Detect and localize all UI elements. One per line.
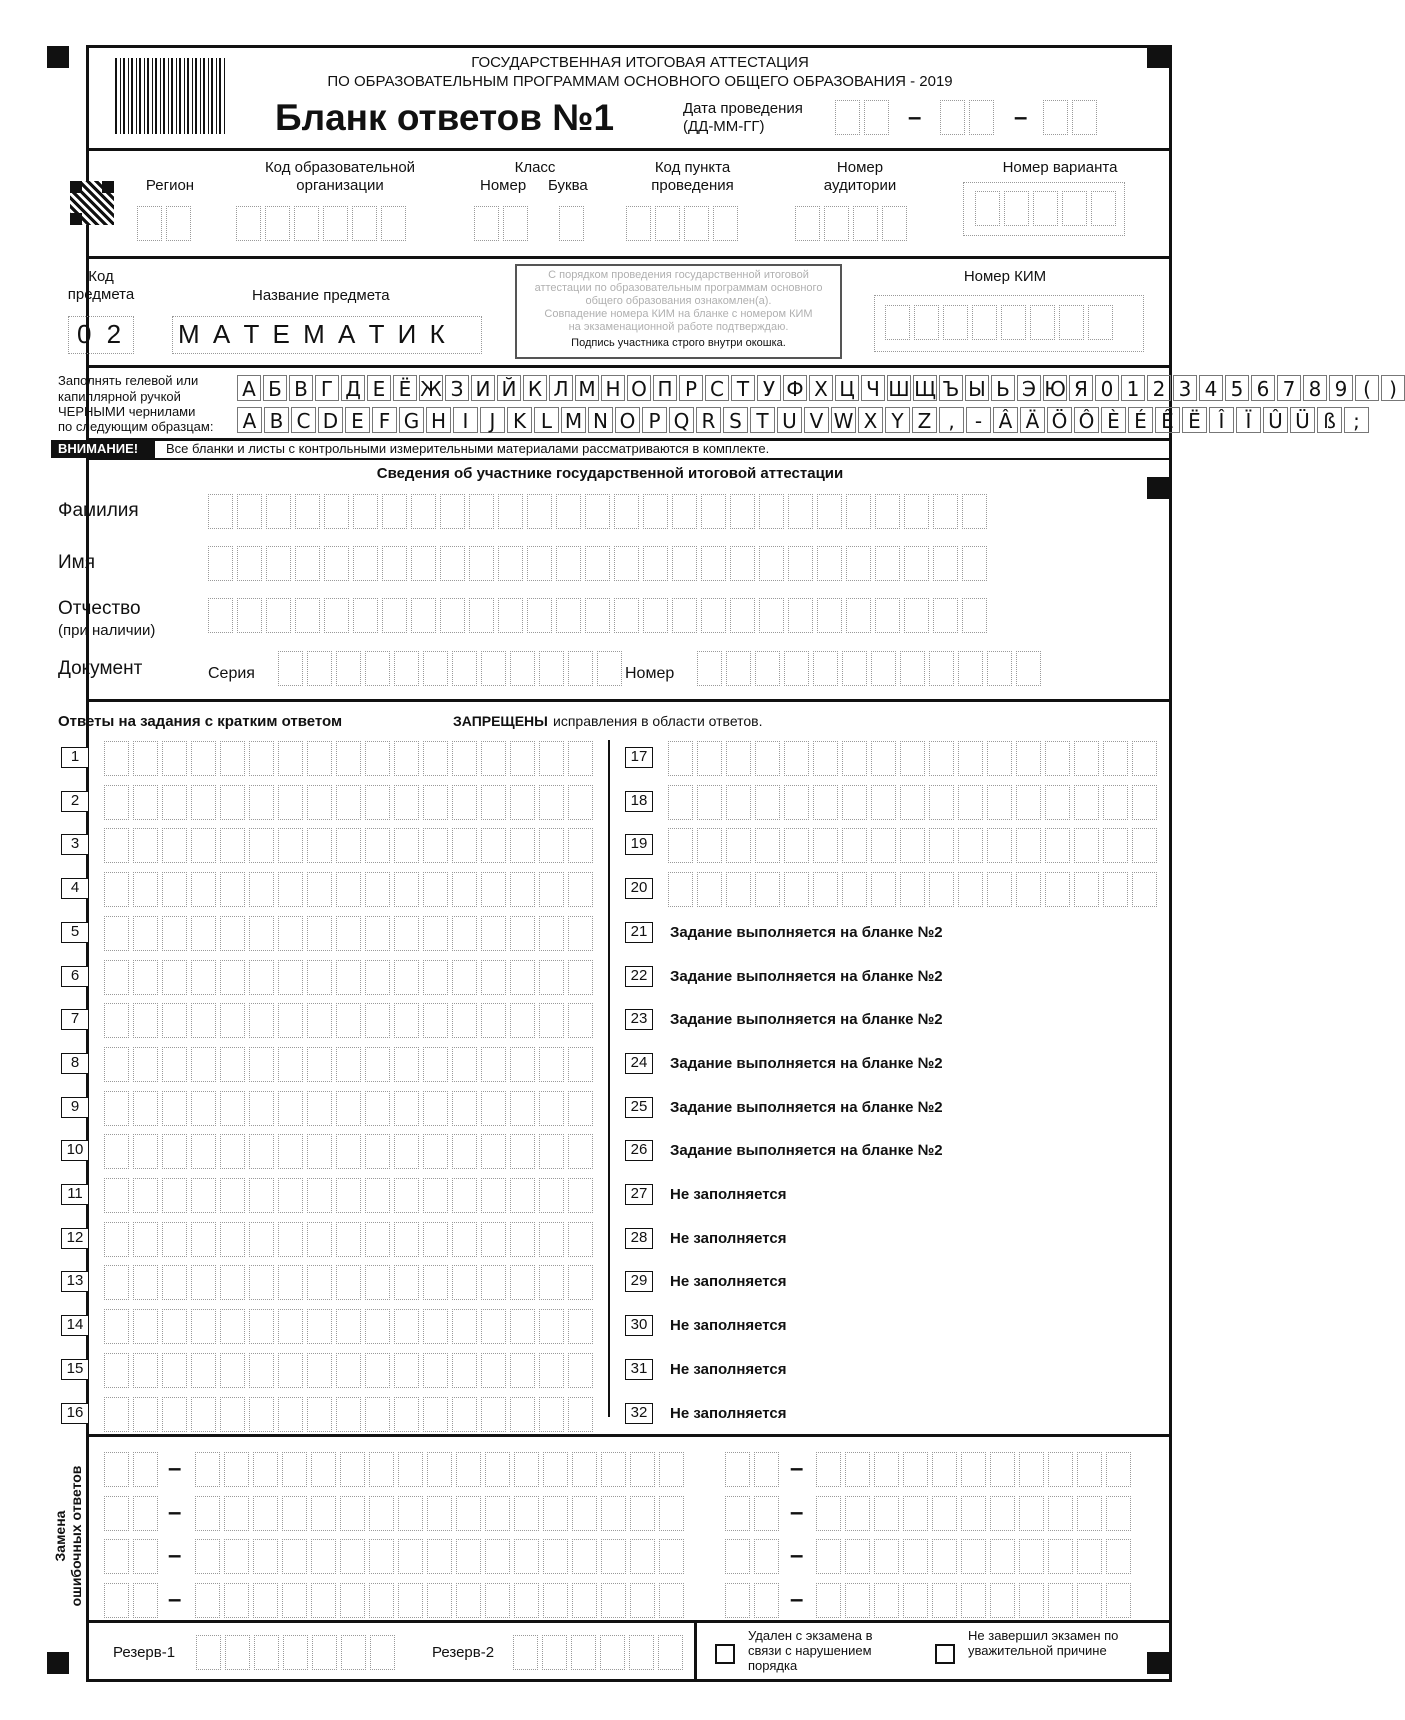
reserve-2-field[interactable] (513, 1635, 687, 1670)
answer-field[interactable] (104, 960, 597, 995)
sample-glyph-cyr: Ш (888, 377, 910, 401)
sample-glyph-lat: Û (1263, 407, 1288, 433)
answer-field[interactable] (104, 1134, 597, 1169)
replacement-answer-field[interactable] (195, 1452, 688, 1487)
sample-glyph-lat: P (642, 407, 667, 433)
class-letter-field[interactable] (559, 206, 588, 241)
answer-field[interactable] (104, 916, 597, 951)
sample-glyph-lat: Ê (1155, 407, 1180, 433)
sample-glyph-cyr: 7 (1277, 375, 1301, 401)
class-label: Класс (514, 159, 556, 176)
patronymic-field[interactable] (208, 598, 991, 633)
answer-number: 11 (61, 1184, 89, 1205)
replacement-task-number-field[interactable] (104, 1583, 162, 1618)
sample-glyph-lat: I (453, 407, 478, 433)
participant-section-title: Сведения об участнике государственной итоговой аттестации (376, 465, 844, 482)
sample-glyph-cyr: Ъ (939, 375, 963, 401)
sample-glyph-lat: Q (669, 407, 694, 433)
removed-label: Удален с экзамена в связи с нарушением порядка (748, 1628, 873, 1673)
answer-number: 19 (625, 834, 653, 855)
samples-instruction-1: Заполнять гелевой или (58, 373, 199, 388)
answers-title: Ответы на задания с кратким ответом (58, 713, 343, 730)
reserve-1-label: Резерв-1 (113, 1644, 176, 1661)
reserve-2-label: Резерв-2 (432, 1644, 495, 1661)
replacement-dash: – (790, 1585, 804, 1613)
sample-glyph-lat: D (318, 407, 343, 433)
sample-glyph-cyr: 9 (1329, 375, 1353, 401)
sample-glyph-cyr: С (705, 375, 729, 401)
not-finished-label: Не завершил экзамен по уважительной причине (968, 1628, 1119, 1658)
answer-number: 18 (625, 791, 653, 812)
date-label: Дата проведения (683, 100, 803, 117)
sample-glyph-lat: Ü (1290, 407, 1315, 433)
sample-glyph-lat: Ï (1236, 407, 1261, 433)
answer-field[interactable] (104, 828, 597, 863)
replacement-answer-field[interactable] (816, 1452, 1135, 1487)
task-note: Не заполняется (670, 1405, 787, 1422)
date-month-field[interactable] (940, 100, 998, 135)
replacement-dash: – (168, 1498, 182, 1526)
sample-glyph-lat: ß (1317, 407, 1342, 433)
answer-field[interactable] (104, 1397, 597, 1432)
consent-box (515, 264, 842, 359)
sample-glyph-lat: W (831, 407, 856, 433)
sample-glyph-cyr: Ё (393, 375, 417, 401)
task-note: Задание выполняется на бланке №2 (670, 968, 943, 985)
replacement-task-number-field[interactable] (104, 1496, 162, 1531)
series-field[interactable] (278, 651, 626, 686)
answer-number: 23 (625, 1009, 653, 1030)
answer-field[interactable] (104, 1353, 597, 1388)
sample-glyph-cyr: 5 (1225, 375, 1249, 401)
samples-instruction-4: по следующим образцам: (58, 419, 214, 434)
region-field[interactable] (137, 206, 195, 241)
sample-glyph-cyr: Я (1069, 375, 1093, 401)
page-title: Бланк ответов №1 (275, 97, 615, 138)
task-note: Не заполняется (670, 1273, 787, 1290)
task-note: Не заполняется (670, 1230, 787, 1247)
subject-name-label: Название предмета (252, 287, 390, 304)
consent-line-5: на экзаменационной работе подтверждаю. (568, 321, 789, 333)
answer-field[interactable] (668, 828, 1161, 863)
answer-field[interactable] (104, 785, 597, 820)
task-note: Задание выполняется на бланке №2 (670, 1142, 943, 1159)
sample-glyph-cyr: У (757, 375, 781, 401)
answer-field[interactable] (104, 1047, 597, 1082)
replacement-answer-field[interactable] (195, 1539, 688, 1574)
sample-glyph-lat: - (966, 407, 991, 433)
replacement-task-number-field[interactable] (104, 1452, 162, 1487)
answer-number: 28 (625, 1228, 653, 1249)
answer-number: 30 (625, 1315, 653, 1336)
answer-field[interactable] (104, 1003, 597, 1038)
point-code-label: Код пункта проведения (651, 159, 734, 194)
sample-glyph-lat: Â (993, 407, 1018, 433)
sample-glyph-lat: N (588, 407, 613, 433)
replacement-task-number-field[interactable] (104, 1539, 162, 1574)
answer-number: 20 (625, 878, 653, 899)
sample-glyph-cyr: ) (1381, 375, 1405, 401)
sample-glyph-cyr: Р (679, 375, 703, 401)
task-note: Задание выполняется на бланке №2 (670, 924, 943, 941)
patronymic-note: (при наличии) (58, 622, 156, 639)
sample-glyph-lat: J (480, 407, 505, 433)
answer-field[interactable] (104, 741, 597, 776)
answer-number: 16 (61, 1403, 89, 1424)
task-note: Не заполняется (670, 1186, 787, 1203)
org-code-label: Код образовательной организации (264, 159, 416, 194)
sample-glyph-lat: , (939, 407, 964, 433)
point-code-field[interactable] (626, 206, 742, 241)
sample-glyphs-row-1 (237, 375, 1405, 401)
sample-glyph-cyr: Ц (835, 375, 859, 401)
sample-glyph-cyr: И (471, 375, 495, 401)
class-number-label: Номер (480, 177, 527, 194)
replacement-task-number-field[interactable] (725, 1539, 783, 1574)
sample-glyph-cyr: Щ (914, 377, 936, 401)
sample-glyph-cyr: Ф (783, 375, 807, 401)
sample-glyph-cyr: П (653, 375, 677, 401)
sample-glyph-lat: F (372, 407, 397, 433)
sample-glyph-lat: S (723, 407, 748, 433)
sample-glyph-cyr: 6 (1251, 375, 1275, 401)
sample-glyph-cyr: З (445, 375, 469, 401)
answer-number: 17 (625, 747, 653, 768)
replacement-task-number-field[interactable] (725, 1496, 783, 1531)
answer-number: 31 (625, 1359, 653, 1380)
sample-glyph-lat: T (750, 407, 775, 433)
sample-glyph-lat: A (237, 407, 262, 433)
sample-glyph-lat: É (1128, 407, 1153, 433)
answer-field[interactable] (104, 1091, 597, 1126)
sample-glyph-cyr: Х (809, 375, 833, 401)
sample-glyph-cyr: Ь (991, 375, 1015, 401)
sample-glyph-cyr: М (575, 375, 599, 401)
sample-glyph-lat: H (426, 407, 451, 433)
sample-glyph-lat: M (561, 407, 586, 433)
reserve-1-field[interactable] (196, 1635, 399, 1670)
answer-number: 5 (61, 922, 89, 943)
date-day-field[interactable] (835, 100, 893, 135)
sample-glyph-cyr: Ы (965, 375, 989, 401)
sample-glyph-cyr: В (289, 375, 313, 401)
replacement-answer-field[interactable] (195, 1496, 688, 1531)
answer-number: 24 (625, 1053, 653, 1074)
removed-checkbox[interactable] (715, 1644, 735, 1664)
answer-number: 7 (61, 1009, 89, 1030)
replacement-dash: – (790, 1542, 804, 1569)
answer-field[interactable] (104, 872, 597, 907)
answer-number: 4 (61, 878, 89, 899)
task-note: Не заполняется (670, 1361, 787, 1378)
sample-glyph-lat: E (345, 407, 370, 433)
barcode (115, 58, 225, 134)
subject-name-value: М А Т Е М А Т И К (178, 319, 448, 349)
date-format: (ДД-ММ-ГГ) (683, 118, 765, 135)
sample-glyph-lat: U (777, 407, 802, 433)
sample-glyph-cyr: Т (731, 375, 755, 401)
replacement-task-number-field[interactable] (725, 1452, 783, 1487)
auditorium-label: Номер аудитории (823, 159, 897, 194)
answer-number: 3 (61, 834, 89, 855)
replacement-dash: – (168, 1455, 182, 1482)
task-note: Задание выполняется на бланке №2 (670, 1055, 943, 1072)
sample-glyph-lat: Ë (1182, 407, 1207, 433)
replacement-answer-field[interactable] (195, 1583, 688, 1618)
answer-number: 6 (61, 966, 89, 987)
sample-glyph-cyr: Д (341, 375, 365, 401)
sample-glyph-cyr: Э (1017, 375, 1041, 401)
sample-glyph-lat: G (399, 407, 424, 433)
sample-glyphs-row-2 (237, 407, 1369, 433)
sample-glyph-cyr: Л (549, 375, 573, 401)
answer-number: 26 (625, 1140, 653, 1161)
variant-label: Номер варианта (1002, 159, 1118, 176)
header-line-1: ГОСУДАРСТВЕННАЯ ИТОГОВАЯ АТТЕСТАЦИЯ (471, 54, 809, 71)
answer-number: 8 (61, 1053, 89, 1074)
consent-line-3: общего образования ознакомлен(а). (585, 295, 772, 307)
replacement-dash: – (168, 1585, 182, 1613)
replacement-title-line-2: ошибочных ответов (68, 1465, 84, 1607)
header-line-2: ПО ОБРАЗОВАТЕЛЬНЫМ ПРОГРАММАМ ОСНОВНОГО ОБЩЕГО ОБРАЗОВАНИЯ - 2019 (327, 73, 953, 90)
sample-glyph-lat: O (615, 407, 640, 433)
date-separator-1: – (908, 104, 922, 131)
sample-glyph-lat: L (534, 407, 559, 433)
not-finished-checkbox[interactable] (935, 1644, 955, 1664)
qr-code-icon (70, 181, 114, 225)
registration-marker-top-left (47, 46, 69, 68)
sample-glyph-lat: V (804, 407, 829, 433)
sample-glyph-cyr: К (523, 375, 547, 401)
answer-field[interactable] (668, 741, 1161, 776)
sample-glyph-lat: Z (912, 407, 937, 433)
sample-glyph-cyr: 1 (1121, 375, 1145, 401)
org-code-field[interactable] (236, 206, 410, 241)
name-field[interactable] (208, 546, 991, 581)
answers-forbidden: ЗАПРЕЩЕНЫ (453, 713, 548, 729)
warning-badge-text: ВНИМАНИЕ! (58, 441, 139, 456)
replacement-dash: – (790, 1498, 804, 1526)
replacement-title (52, 1455, 108, 1617)
answer-number: 12 (61, 1228, 89, 1249)
samples-instruction-3: ЧЕРНЫМИ чернилами (58, 404, 196, 419)
sample-glyph-cyr: О (627, 375, 651, 401)
answer-number: 13 (61, 1271, 89, 1292)
warning-text: Все бланки и листы с контрольными измерительными материалами рассматриваются в комплекте. (166, 441, 770, 456)
replacement-title-line-1: Замена (52, 1510, 68, 1562)
sample-glyph-lat: C (291, 407, 316, 433)
sample-glyph-cyr: Ю (1044, 377, 1066, 401)
date-separator-2: – (1014, 104, 1028, 131)
registration-marker-bottom-left (47, 1652, 69, 1674)
sample-glyph-lat: ; (1344, 407, 1369, 433)
sample-glyph-lat: X (858, 407, 883, 433)
replacement-answer-field[interactable] (816, 1496, 1135, 1531)
sample-glyph-cyr: Ж (420, 377, 442, 401)
sample-glyph-cyr: Б (263, 375, 287, 401)
task-note: Задание выполняется на бланке №2 (670, 1011, 943, 1028)
sample-glyph-cyr: Е (367, 375, 391, 401)
class-number-field[interactable] (474, 206, 532, 241)
sample-glyph-cyr: 3 (1173, 375, 1197, 401)
name-label: Имя (58, 552, 96, 573)
sample-glyph-lat: Î (1209, 407, 1234, 433)
sample-glyph-cyr: 0 (1095, 375, 1119, 401)
sample-glyph-lat: Ô (1074, 407, 1099, 433)
replacement-dash: – (168, 1542, 182, 1569)
replacement-answer-field[interactable] (816, 1539, 1135, 1574)
sample-glyph-lat: K (507, 407, 532, 433)
kim-field[interactable] (885, 305, 1117, 340)
replacement-answer-field[interactable] (816, 1583, 1135, 1618)
sample-glyph-cyr: Г (315, 375, 339, 401)
sample-glyph-cyr: ( (1355, 375, 1379, 401)
answer-number: 9 (61, 1097, 89, 1118)
region-label: Регион (145, 177, 195, 194)
auditorium-field[interactable] (795, 206, 911, 241)
answer-number: 1 (61, 747, 89, 768)
consent-line-2: аттестации по образовательным программам основного (534, 282, 823, 294)
replacement-task-number-field[interactable] (725, 1583, 783, 1618)
answer-number: 29 (625, 1271, 653, 1292)
sample-glyph-cyr: 4 (1199, 375, 1223, 401)
answer-number: 14 (61, 1315, 89, 1336)
sample-glyph-lat: B (264, 407, 289, 433)
replacement-dash: – (790, 1455, 804, 1482)
task-note: Не заполняется (670, 1317, 787, 1334)
sample-glyph-cyr: Ч (861, 375, 885, 401)
consent-line-4: Совпадение номера КИМ на бланке с номером КИМ (544, 308, 813, 320)
answer-number: 10 (61, 1140, 89, 1161)
consent-line-1: С порядком проведения государственной итоговой (548, 269, 809, 281)
subject-code-label: Код предмета (67, 268, 135, 303)
answer-field[interactable] (104, 1222, 597, 1257)
answer-number: 15 (61, 1359, 89, 1380)
answer-number: 21 (625, 922, 653, 943)
answer-number: 25 (625, 1097, 653, 1118)
sample-glyph-cyr: Й (497, 375, 521, 401)
subject-code-value: 0 2 (77, 319, 126, 349)
sample-glyph-lat: Y (885, 407, 910, 433)
answer-field[interactable] (104, 1178, 597, 1213)
answer-field[interactable] (104, 1265, 597, 1300)
samples-instruction-2: капиллярной ручкой (58, 389, 181, 404)
patronymic-label: Отчество (58, 598, 141, 619)
sample-glyph-cyr: 8 (1303, 375, 1327, 401)
class-letter-label: Буква (548, 177, 588, 194)
sample-glyph-lat: Ö (1047, 407, 1072, 433)
sample-glyph-lat: R (696, 407, 721, 433)
sample-glyph-cyr: Н (601, 375, 625, 401)
answer-field[interactable] (668, 785, 1161, 820)
sample-glyph-cyr: А (237, 375, 261, 401)
answer-number: 22 (625, 966, 653, 987)
series-label: Серия (208, 665, 255, 682)
sample-glyph-lat: Ä (1020, 407, 1045, 433)
answer-field[interactable] (104, 1309, 597, 1344)
number-field[interactable] (697, 651, 1045, 686)
variant-field[interactable] (975, 191, 1120, 226)
task-note: Задание выполняется на бланке №2 (670, 1099, 943, 1116)
answers-forbidden-rest: исправления в области ответов. (553, 713, 763, 729)
sample-glyph-lat: È (1101, 407, 1126, 433)
sample-glyph-cyr: 2 (1147, 375, 1171, 401)
date-year-field[interactable] (1043, 100, 1101, 135)
surname-field[interactable] (208, 494, 991, 529)
signature-hint[interactable]: Подпись участника строго внутри окошка. (571, 337, 786, 349)
kim-label: Номер КИМ (963, 268, 1047, 285)
document-label: Документ (58, 658, 143, 679)
answer-number: 32 (625, 1403, 653, 1424)
answer-number: 2 (61, 791, 89, 812)
answer-number: 27 (625, 1184, 653, 1205)
number-label: Номер (625, 665, 675, 682)
surname-label: Фамилия (58, 500, 139, 521)
answer-field[interactable] (668, 872, 1161, 907)
